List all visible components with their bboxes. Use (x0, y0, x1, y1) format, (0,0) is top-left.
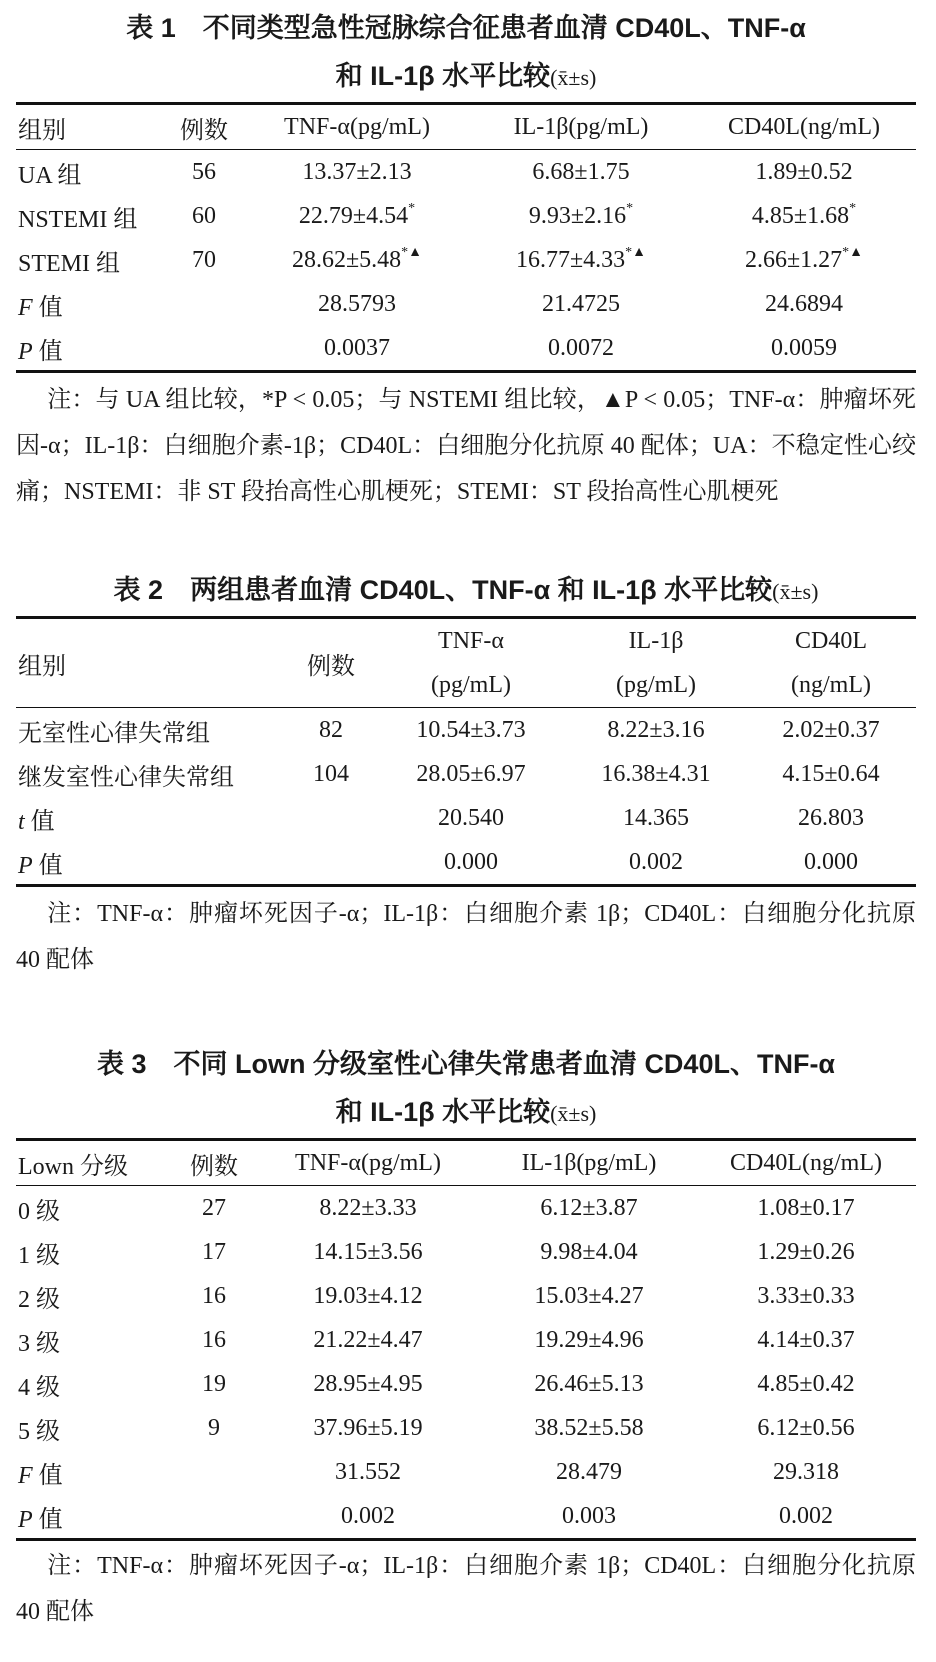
table1-note: 注：与 UA 组比较，*P < 0.05；与 NSTEMI 组比较，▲P < 0.05；TNF-α：肿瘤坏死因-α；IL-1β：白细胞介素-1β；CD40L：白细胞分化抗原 40 配体；UA：不稳定性心绞痛；NSTEMI：非 ST 段抬高性心肌梗死；STEMI：ST 段抬高性心肌梗死 (16, 387, 916, 505)
table3-note: 注：TNF-α：肿瘤坏死因子-α；IL-1β：白细胞介素 1β；CD40L：白细胞分化抗原 40 配体 (16, 1553, 916, 1625)
table1-title-line1: 表 1 不同类型急性冠脉综合征患者血清 CD40L、TNF-α (126, 13, 806, 43)
table1-title (16, 4, 916, 102)
significance-mark: * (408, 200, 416, 216)
table3-header-row (16, 1140, 916, 1186)
table-row: 2 级 16 19.03±4.12 15.03±4.27 3.33±0.33 (18, 1282, 855, 1313)
table1-f-row: F 值 28.5793 21.4725 24.6894 (18, 290, 843, 321)
table-row: NSTEMI 组 60 22.79±4.54* 9.93±2.16* 4.85±1.68* (18, 200, 857, 233)
table3-p-row: P 值 0.002 0.003 0.002 (18, 1502, 833, 1533)
table2 (16, 616, 916, 887)
table1-header-cd: CD40L(ng/mL) (692, 104, 916, 150)
table-row: STEMI 组 70 28.62±5.48*▲ 16.77±4.33*▲ 2.66±1.27*▲ (18, 244, 864, 277)
table2-t-row: t 值 20.540 14.365 26.803 (18, 804, 864, 835)
significance-mark: *▲ (401, 244, 423, 260)
table3-f-row: F 值 31.552 28.479 29.318 (18, 1458, 839, 1489)
table3-title-line2: 和 IL-1β 水平比较(x̄±s) (335, 1097, 597, 1127)
table-row: 无室性心律失常组 82 10.54±3.73 8.22±3.16 2.02±0.37 (18, 716, 880, 747)
table-row: UA 组 56 13.37±2.13 6.68±1.75 1.89±0.52 (18, 158, 853, 189)
table2-unit-row: (pg/mL) (pg/mL) (ng/mL) (16, 663, 916, 708)
table-row: 5 级 9 37.96±5.19 38.52±5.58 6.12±0.56 (18, 1414, 855, 1445)
significance-mark: *▲ (842, 244, 864, 260)
table3 (16, 1138, 916, 1541)
table1-block (16, 4, 916, 515)
significance-mark: * (849, 200, 857, 216)
significance-mark: *▲ (625, 244, 647, 260)
table-row: 0 级 27 8.22±3.33 6.12±3.87 1.08±0.17 (18, 1194, 855, 1225)
table-row: 1 级 17 14.15±3.56 9.98±4.04 1.29±0.26 (18, 1238, 855, 1269)
table3-header-grade: Lown 分级 (16, 1140, 174, 1186)
table2-block (16, 566, 916, 983)
table3-title (16, 1040, 916, 1138)
table3-block (16, 1040, 916, 1635)
significance-mark: * (626, 200, 634, 216)
table3-header-tnf: TNF-α(pg/mL) (254, 1140, 482, 1186)
table-row: 3 级 16 21.22±4.47 19.29±4.96 4.14±0.37 (18, 1326, 855, 1357)
table3-title-stat: (x̄±s) (550, 1101, 597, 1126)
table2-title-stat: (x̄±s) (772, 579, 819, 604)
table2-header-tnf: TNF-α (438, 627, 504, 654)
table1 (16, 102, 916, 373)
table3-header-n: 例数 (174, 1140, 254, 1186)
table1-title-stat: (x̄±s) (550, 65, 597, 90)
table2-header-row (16, 618, 916, 664)
table2-header-group: 组别 (16, 618, 286, 708)
table3-title-line1: 表 3 不同 Lown 分级室性心律失常患者血清 CD40L、TNF-α (96, 1049, 836, 1079)
table3-header-il: IL-1β(pg/mL) (482, 1140, 696, 1186)
table2-note: 注：TNF-α：肿瘤坏死因子-α；IL-1β：白细胞介素 1β；CD40L：白细胞分化抗原 40 配体 (16, 901, 916, 973)
table-row: 继发室性心律失常组 104 28.05±6.97 16.38±4.31 4.15±0.64 (18, 760, 880, 791)
table-row: 4 级 19 28.95±4.95 26.46±5.13 4.85±0.42 (18, 1370, 855, 1401)
table1-header-group: 组别 (16, 104, 164, 150)
table2-title: 表 2 两组患者血清 CD40L、TNF-α 和 IL-1β 水平比较(x̄±s) (113, 575, 819, 605)
table1-header-tnf: TNF-α(pg/mL) (244, 104, 470, 150)
table1-header-n: 例数 (164, 104, 244, 150)
table2-header-cd: CD40L (795, 627, 867, 654)
table1-header-il: IL-1β(pg/mL) (470, 104, 692, 150)
table2-header-n: 例数 (286, 618, 376, 708)
table2-p-row: P 值 0.000 0.002 0.000 (18, 848, 858, 879)
table1-header-row (16, 104, 916, 150)
table3-header-cd: CD40L(ng/mL) (696, 1140, 916, 1186)
table2-header-il: IL-1β (628, 627, 684, 654)
table1-title-line2: 和 IL-1β 水平比较(x̄±s) (335, 61, 597, 91)
table1-p-row: P 值 0.0037 0.0072 0.0059 (18, 334, 837, 365)
